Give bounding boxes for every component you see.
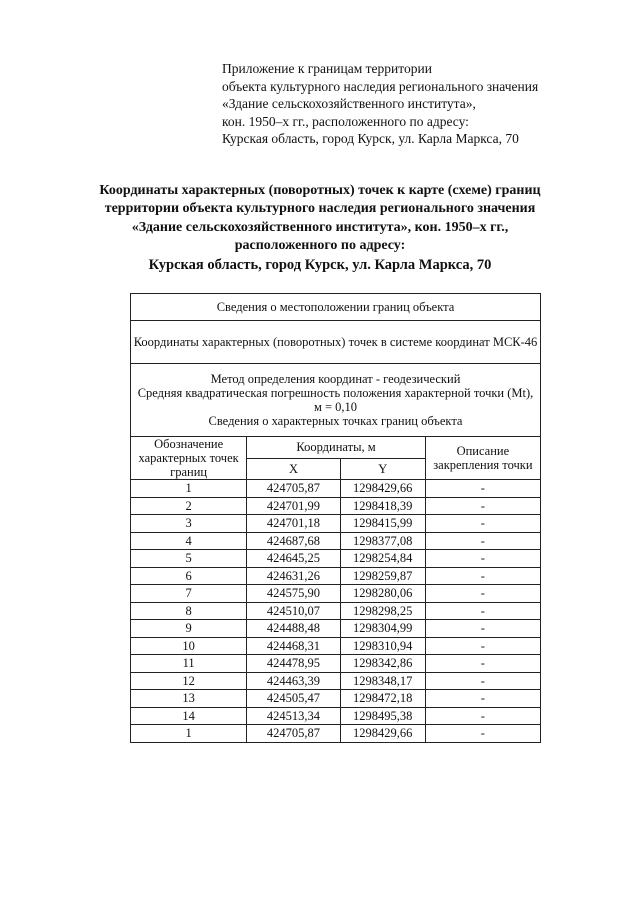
- cell-x: 424645,25: [247, 550, 340, 568]
- cell-y: 1298415,99: [340, 515, 425, 533]
- cell-point: 7: [131, 585, 247, 603]
- cell-point: 13: [131, 690, 247, 708]
- cell-point: 2: [131, 497, 247, 515]
- table-row: [131, 602, 541, 620]
- cell-point: 14: [131, 707, 247, 725]
- cell-y: 1298429,66: [340, 725, 425, 743]
- cell-description: -: [425, 567, 540, 585]
- cell-x: 424687,68: [247, 532, 340, 550]
- cell-y: 1298298,25: [340, 602, 425, 620]
- cell-x: 424488,48: [247, 620, 340, 638]
- appendix-line: Курская область, город Курск, ул. Карла Маркса, 70: [222, 131, 519, 147]
- cell-point: 3: [131, 515, 247, 533]
- cell-x: 424631,26: [247, 567, 340, 585]
- cell-x: 424701,99: [247, 497, 340, 515]
- cell-description: -: [425, 497, 540, 515]
- title-line: Координаты характерных (поворотных) точек к карте (схеме) границ: [99, 183, 541, 198]
- cell-point: 1: [131, 725, 247, 743]
- points-info-line: Сведения о характерных точках границ объекта: [208, 414, 463, 428]
- cell-description: -: [425, 725, 540, 743]
- cell-point: 11: [131, 655, 247, 673]
- appendix-line: кон. 1950–х гг., расположенного по адресу:: [222, 113, 469, 129]
- cell-description: -: [425, 620, 540, 638]
- title-line: расположенного по адресу:: [234, 238, 406, 254]
- title-line: территории объекта культурного наследия регионального значения: [104, 201, 536, 217]
- col-header-coordinates: Координаты, м: [247, 437, 426, 459]
- section-location-header: Сведения о местоположении границ объекта: [131, 294, 541, 321]
- table-row: [131, 480, 541, 498]
- cell-description: -: [425, 637, 540, 655]
- cell-x: 424701,18: [247, 515, 340, 533]
- accuracy-line: Средняя квадратическая погрешность положения характерной точки (Mt), м = 0,10: [137, 386, 534, 414]
- cell-point: 8: [131, 602, 247, 620]
- cell-point: 6: [131, 567, 247, 585]
- title-line: Курская область, город Курск, ул. Карла Маркса, 70: [148, 256, 492, 273]
- table-row: [131, 550, 541, 568]
- table-row: [131, 637, 541, 655]
- table-row: [131, 620, 541, 638]
- table-row: [131, 585, 541, 603]
- cell-description: -: [425, 585, 540, 603]
- table-row: [131, 532, 541, 550]
- cell-y: 1298472,18: [340, 690, 425, 708]
- method-line: Метод определения координат - геодезический: [210, 372, 461, 386]
- cell-description: -: [425, 480, 540, 498]
- cell-y: 1298495,38: [340, 707, 425, 725]
- table-row: [131, 690, 541, 708]
- cell-x: 424505,47: [247, 690, 340, 708]
- table-row: [131, 672, 541, 690]
- cell-y: 1298259,87: [340, 567, 425, 585]
- table-row: [131, 655, 541, 673]
- cell-y: 1298348,17: [340, 672, 425, 690]
- coordinates-table: [130, 293, 541, 743]
- cell-point: 1: [131, 480, 247, 498]
- cell-description: -: [425, 602, 540, 620]
- cell-point: 9: [131, 620, 247, 638]
- table-row: [131, 567, 541, 585]
- cell-description: -: [425, 515, 540, 533]
- cell-description: -: [425, 672, 540, 690]
- table-row: [131, 707, 541, 725]
- table-row: [131, 725, 541, 743]
- cell-point: 5: [131, 550, 247, 568]
- appendix-line: Приложение к границам территории: [222, 61, 432, 76]
- cell-y: 1298418,39: [340, 497, 425, 515]
- table-body: [131, 480, 541, 743]
- cell-description: -: [425, 550, 540, 568]
- document-title: [40, 182, 600, 274]
- cell-description: -: [425, 532, 540, 550]
- cell-x: 424468,31: [247, 637, 340, 655]
- table-row: [131, 497, 541, 515]
- col-header-y: Y: [340, 458, 425, 480]
- cell-x: 424575,90: [247, 585, 340, 603]
- section-method: [131, 364, 541, 437]
- cell-point: 10: [131, 637, 247, 655]
- col-header-description: Описание закрепления точки: [425, 437, 540, 480]
- cell-x: 424478,95: [247, 655, 340, 673]
- cell-y: 1298429,66: [340, 480, 425, 498]
- cell-point: 4: [131, 532, 247, 550]
- cell-x: 424510,07: [247, 602, 340, 620]
- cell-x: 424705,87: [247, 480, 340, 498]
- col-header-point: Обозначение характерных точек границ: [131, 437, 247, 480]
- title-line: «Здание сельскохозяйственного института», кон. 1950–х гг.,: [131, 219, 509, 235]
- cell-y: 1298310,94: [340, 637, 425, 655]
- cell-x: 424705,87: [247, 725, 340, 743]
- cell-y: 1298280,06: [340, 585, 425, 603]
- cell-y: 1298342,86: [340, 655, 425, 673]
- cell-x: 424513,34: [247, 707, 340, 725]
- cell-y: 1298254,84: [340, 550, 425, 568]
- cell-y: 1298304,99: [340, 620, 425, 638]
- col-header-x: X: [247, 458, 340, 480]
- appendix-line: «Здание сельскохозяйственного института»,: [222, 96, 476, 112]
- cell-description: -: [425, 655, 540, 673]
- cell-y: 1298377,08: [340, 532, 425, 550]
- cell-x: 424463,39: [247, 672, 340, 690]
- cell-point: 12: [131, 672, 247, 690]
- table-row: [131, 515, 541, 533]
- section-coordinate-system: Координаты характерных (поворотных) точек в системе координат МСК-46: [131, 321, 541, 364]
- appendix-line: объекта культурного наследия регионального значения: [222, 78, 539, 94]
- appendix-note: [222, 60, 622, 148]
- cell-description: -: [425, 690, 540, 708]
- cell-description: -: [425, 707, 540, 725]
